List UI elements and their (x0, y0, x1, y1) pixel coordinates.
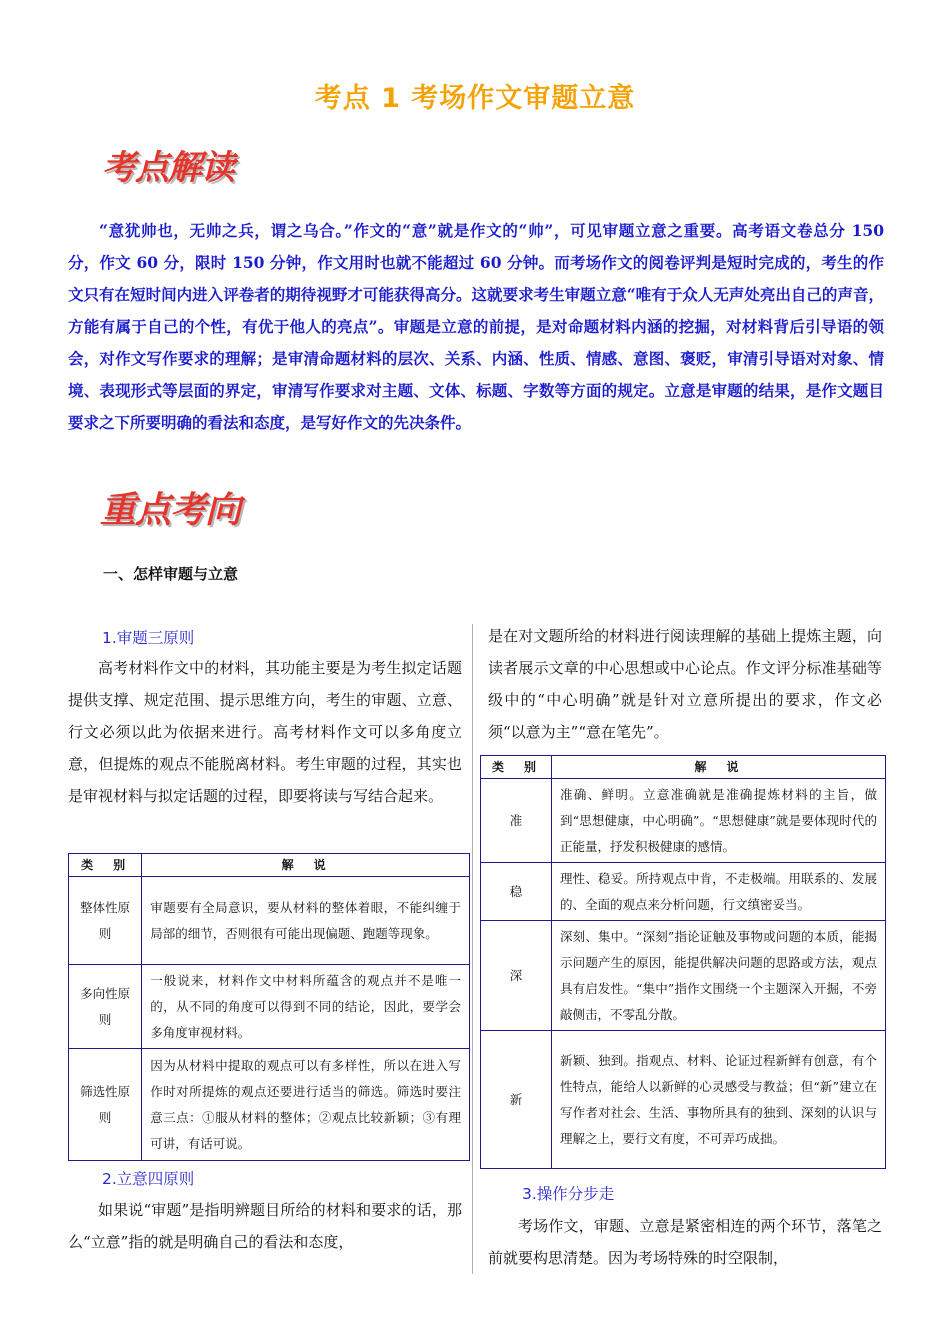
table1-category: 多向性原则 (69, 965, 142, 1049)
section-heading-kaodian-jiedu: 考点解读 (102, 148, 234, 188)
table2-category: 深 (481, 921, 552, 1031)
table1-description: 因为从材料中提取的观点可以有多样性，所以在进入写作时对所提炼的观点还要进行适当的筛选。筛选时要注意三点：①服从材料的整体；②观点比较新颖；③有理可讲，有话可说。 (142, 1049, 470, 1161)
table1-category: 整体性原则 (69, 877, 142, 965)
table1-description: 审题要有全局意识，要从材料的整体着眼，不能纠缠于局部的细节，否则很有可能出现偏题、跑题等现象。 (142, 877, 470, 965)
intro-paragraph: “意犹帅也，无帅之兵，谓之乌合。”作文的“意”就是作文的“帅”，可见审题立意之重要。高考语文卷总分 150 分，作文 60 分，限时 150 分钟，作文用时也就不能超过 60 分钟。而考场作文的阅卷评判是短时完成的，考生的作文只有在短时间内进入评卷者的期待视野才可能获得高分。这就要求考生审题立意“唯有于众人无声处亮出自己的声音，方能有属于自己的个性，有优于他人的亮点”。审题是立意的前提，是对命题材料内涵的挖掘，对材料背后引导语的领会，对作文写作要求的理解；是审清命题材料的层次、关系、内涵、性质、情感、意图、褒贬，审清引导语对对象、情境、表现形式等层面的界定，审清写作要求对主题、文体、标题、字数等方面的规定。立意是审题的结果，是作文题目要求之下所要明确的看法和态度，是写好作文的先决条件。 (68, 221, 884, 432)
page-title: 考点 1 考场作文审题立意 (314, 83, 636, 114)
table2-description: 理性、稳妥。所持观点中肯，不走极端。用联系的、发展的、全面的观点来分析问题，行文缜密妥当。 (552, 863, 886, 921)
heading-how-to: 一、怎样审题与立意 (103, 565, 239, 583)
table2-header-category: 类 别 (481, 756, 552, 779)
subheading-three-principles: 1.审题三原则 (102, 629, 195, 647)
table1-description: 一般说来，材料作文中材料所蕴含的观点并不是唯一的，从不同的角度可以得到不同的结论，因此，要学会多角度审视材料。 (142, 965, 470, 1049)
table-four-principles (480, 755, 886, 1169)
section-heading-zhongdian-kaoxiang: 重点考向 (100, 489, 241, 531)
table2-category: 准 (481, 779, 552, 863)
table2-description: 新颖、独到。指观点、材料、论证过程新鲜有创意，有个性特点，能给人以新鲜的心灵感受与教益；但“新”建立在写作者对社会、生活、事物所具有的独到、深刻的认识与理解之上，要行文有度，不可弄巧成拙。 (552, 1031, 886, 1169)
table2-description: 深刻、集中。“深刻”指论证触及事物或问题的本质，能揭示问题产生的原因，能提供解决问题的思路或方法，观点具有启发性。“集中”指作文围绕一个主题深入开掘，不旁敲侧击，不零乱分散。 (552, 921, 886, 1031)
right-paragraph-2: 考场作文，审题、立意是紧密相连的两个环节，落笔之前就要构思清楚。因为考场特殊的时空限制， (488, 1217, 882, 1267)
table2-description: 准确、鲜明。立意准确就是准确提炼材料的主旨，做到“思想健康，中心明确”。“思想健康”就是要体现时代的正能量，抒发积极健康的感情。 (552, 779, 886, 863)
table1-category: 筛选性原则 (69, 1049, 142, 1161)
subheading-steps: 3.操作分步走 (522, 1185, 615, 1203)
table1-header-explanation: 解 说 (142, 854, 470, 877)
table2-header-explanation: 解 说 (552, 756, 886, 779)
table2-category: 稳 (481, 863, 552, 921)
column-divider (472, 624, 473, 1274)
table2-category: 新 (481, 1031, 552, 1169)
left-paragraph-2: 如果说“审题”是指明辨题目所给的材料和要求的话，那么“立意”指的就是明确自己的看法和态度， (68, 1201, 462, 1251)
subheading-four-principles: 2.立意四原则 (102, 1170, 195, 1188)
right-paragraph-1: 是在对文题所给的材料进行阅读理解的基础上提炼主题，向读者展示文章的中心思想或中心论点。作文评分标准基础等级中的“中心明确”就是针对立意所提出的要求，作文必须“以意为主”“意在笔先”。 (488, 627, 882, 741)
table1-header-category: 类 别 (69, 854, 142, 877)
table-three-principles (68, 853, 470, 1161)
left-paragraph-1: 高考材料作文中的材料，其功能主要是为考生拟定话题提供支撑、规定范围、提示思维方向，考生的审题、立意、行文必须以此为依据来进行。高考材料作文可以多角度立意，但提炼的观点不能脱离材料。考生审题的过程，其实也是审视材料与拟定话题的过程，即要将读与写结合起来。 (68, 659, 462, 805)
